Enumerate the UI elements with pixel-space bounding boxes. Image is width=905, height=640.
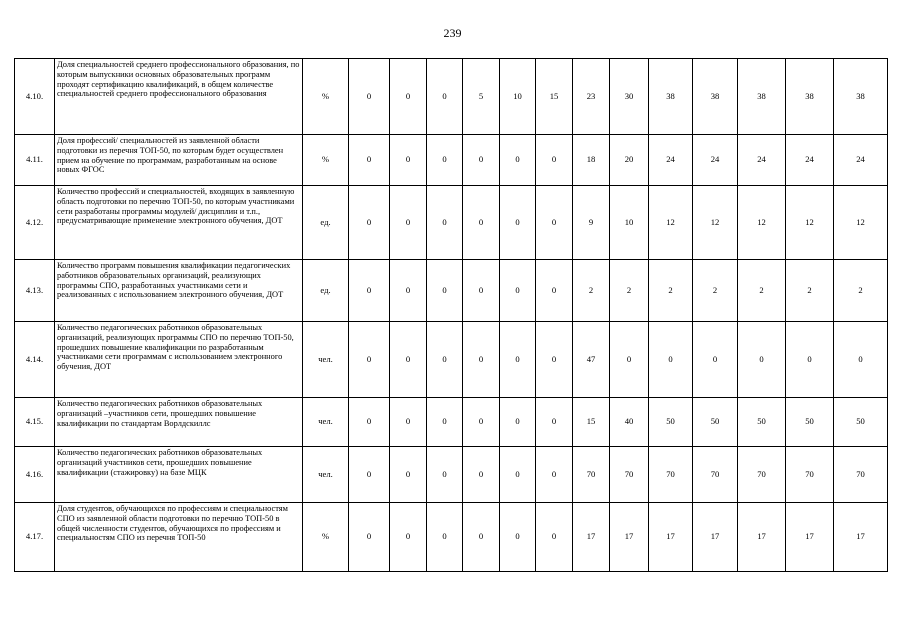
value-cell: 2 bbox=[834, 260, 888, 322]
value-cell: 0 bbox=[500, 260, 536, 322]
value-cell: 0 bbox=[390, 135, 427, 186]
value-cell: 0 bbox=[427, 260, 463, 322]
value-cell: 70 bbox=[738, 447, 786, 503]
table-row bbox=[15, 503, 888, 572]
value-cell: 12 bbox=[834, 186, 888, 260]
unit-cell: чел. bbox=[303, 398, 349, 447]
value-cell: 0 bbox=[610, 322, 649, 398]
row-number: 4.14. bbox=[15, 322, 55, 398]
value-cell: 20 bbox=[610, 135, 649, 186]
indicator-description: Доля специальностей среднего профессионального образования, по которым выпускники основных образовательных программ проходят сертификацию квалификаций, в общем количестве специальностей среднего профессионального образования bbox=[57, 60, 300, 99]
unit-cell: ед. bbox=[303, 186, 349, 260]
indicator-description: Количество программ повышения квалификации педагогических работников образовательных организаций, реализующих программы СПО, разработанных участниками сети и реализованных с использованием электронного обучения, ДОТ bbox=[57, 261, 291, 300]
unit-cell: чел. bbox=[303, 447, 349, 503]
value-cell: 24 bbox=[738, 135, 786, 186]
value-cell: 50 bbox=[693, 398, 738, 447]
value-cell: 0 bbox=[349, 59, 390, 135]
value-cell: 38 bbox=[649, 59, 693, 135]
value-cell: 0 bbox=[500, 322, 536, 398]
value-cell: 12 bbox=[649, 186, 693, 260]
value-cell: 12 bbox=[693, 186, 738, 260]
table-row bbox=[15, 135, 888, 186]
value-cell: 50 bbox=[738, 398, 786, 447]
unit-cell: чел. bbox=[303, 322, 349, 398]
value-cell: 0 bbox=[500, 398, 536, 447]
value-cell: 70 bbox=[573, 447, 610, 503]
value-cell: 17 bbox=[649, 503, 693, 572]
value-cell: 0 bbox=[427, 503, 463, 572]
value-cell: 24 bbox=[693, 135, 738, 186]
row-number: 4.12. bbox=[15, 186, 55, 260]
indicator-description: Количество педагогических работников образовательных организаций, реализующих программы СПО по перечню ТОП-50, прошедших повышение квалификации по разработанным участниками сети программам с использованием электронного обучения, ДОТ bbox=[57, 323, 294, 372]
value-cell: 0 bbox=[500, 447, 536, 503]
value-cell: 0 bbox=[536, 186, 573, 260]
value-cell: 0 bbox=[390, 260, 427, 322]
row-number: 4.11. bbox=[15, 135, 55, 186]
value-cell: 0 bbox=[427, 135, 463, 186]
row-number: 4.15. bbox=[15, 398, 55, 447]
value-cell: 9 bbox=[573, 186, 610, 260]
value-cell: 0 bbox=[427, 322, 463, 398]
value-cell: 15 bbox=[573, 398, 610, 447]
value-cell: 0 bbox=[390, 447, 427, 503]
value-cell: 0 bbox=[427, 186, 463, 260]
indicators-table bbox=[14, 58, 888, 572]
value-cell: 0 bbox=[693, 322, 738, 398]
indicator-description-cell bbox=[55, 398, 303, 447]
value-cell: 50 bbox=[649, 398, 693, 447]
value-cell: 47 bbox=[573, 322, 610, 398]
value-cell: 0 bbox=[390, 503, 427, 572]
value-cell: 0 bbox=[390, 59, 427, 135]
value-cell: 12 bbox=[738, 186, 786, 260]
indicator-description-cell bbox=[55, 135, 303, 186]
value-cell: 0 bbox=[536, 447, 573, 503]
value-cell: 0 bbox=[390, 398, 427, 447]
value-cell: 38 bbox=[834, 59, 888, 135]
value-cell: 0 bbox=[349, 398, 390, 447]
value-cell: 0 bbox=[738, 322, 786, 398]
row-number: 4.17. bbox=[15, 503, 55, 572]
value-cell: 2 bbox=[610, 260, 649, 322]
value-cell: 0 bbox=[390, 322, 427, 398]
value-cell: 2 bbox=[649, 260, 693, 322]
value-cell: 50 bbox=[834, 398, 888, 447]
value-cell: 0 bbox=[427, 447, 463, 503]
value-cell: 24 bbox=[786, 135, 834, 186]
value-cell: 0 bbox=[834, 322, 888, 398]
value-cell: 0 bbox=[427, 398, 463, 447]
indicator-description: Количество педагогических работников образовательных организаций участников сети, прошедших повышение квалификации (стажировку) на базе МЦК bbox=[57, 448, 263, 477]
indicator-description-cell bbox=[55, 59, 303, 135]
value-cell: 0 bbox=[349, 186, 390, 260]
value-cell: 0 bbox=[463, 503, 500, 572]
value-cell: 0 bbox=[463, 135, 500, 186]
value-cell: 38 bbox=[786, 59, 834, 135]
value-cell: 17 bbox=[610, 503, 649, 572]
value-cell: 70 bbox=[693, 447, 738, 503]
value-cell: 50 bbox=[786, 398, 834, 447]
value-cell: 0 bbox=[427, 59, 463, 135]
value-cell: 0 bbox=[463, 260, 500, 322]
value-cell: 0 bbox=[349, 322, 390, 398]
indicator-description: Количество профессий и специальностей, входящих в заявленную область подготовки по перечню ТОП-50, по которым участниками сети разработаны программы модулей/ дисциплин и т.п., предусматривающие применение электронного обучения, ДОТ bbox=[57, 187, 295, 226]
table-row bbox=[15, 322, 888, 398]
value-cell: 24 bbox=[649, 135, 693, 186]
value-cell: 70 bbox=[610, 447, 649, 503]
value-cell: 5 bbox=[463, 59, 500, 135]
value-cell: 0 bbox=[536, 135, 573, 186]
unit-cell: % bbox=[303, 59, 349, 135]
value-cell: 38 bbox=[693, 59, 738, 135]
value-cell: 2 bbox=[738, 260, 786, 322]
value-cell: 0 bbox=[500, 503, 536, 572]
unit-cell: ед. bbox=[303, 260, 349, 322]
row-number: 4.16. bbox=[15, 447, 55, 503]
value-cell: 0 bbox=[649, 322, 693, 398]
value-cell: 40 bbox=[610, 398, 649, 447]
value-cell: 0 bbox=[500, 186, 536, 260]
value-cell: 0 bbox=[349, 260, 390, 322]
value-cell: 0 bbox=[349, 447, 390, 503]
value-cell: 0 bbox=[349, 135, 390, 186]
table-row bbox=[15, 59, 888, 135]
value-cell: 2 bbox=[573, 260, 610, 322]
value-cell: 0 bbox=[463, 398, 500, 447]
row-number: 4.10. bbox=[15, 59, 55, 135]
value-cell: 17 bbox=[738, 503, 786, 572]
value-cell: 0 bbox=[390, 186, 427, 260]
value-cell: 0 bbox=[536, 398, 573, 447]
value-cell: 0 bbox=[536, 503, 573, 572]
value-cell: 2 bbox=[786, 260, 834, 322]
value-cell: 70 bbox=[649, 447, 693, 503]
value-cell: 0 bbox=[349, 503, 390, 572]
page-number: 239 bbox=[443, 26, 462, 40]
value-cell: 17 bbox=[693, 503, 738, 572]
indicator-description-cell bbox=[55, 447, 303, 503]
table-row bbox=[15, 260, 888, 322]
value-cell: 0 bbox=[463, 186, 500, 260]
value-cell: 18 bbox=[573, 135, 610, 186]
value-cell: 10 bbox=[500, 59, 536, 135]
indicator-description: Доля профессий/ специальностей из заявленной области подготовки из перечня ТОП-50, по которым будет осуществлен прием на обучение по программам, разработанным на основе новых ФГОС bbox=[57, 136, 284, 175]
row-number: 4.13. bbox=[15, 260, 55, 322]
value-cell: 17 bbox=[786, 503, 834, 572]
table-row bbox=[15, 447, 888, 503]
value-cell: 2 bbox=[693, 260, 738, 322]
value-cell: 0 bbox=[786, 322, 834, 398]
value-cell: 17 bbox=[834, 503, 888, 572]
table-row bbox=[15, 398, 888, 447]
indicator-description: Доля студентов, обучающихся по профессиям и специальностям СПО из заявленной области подготовки по перечню ТОП-50 в общей численности студентов, обучающихся по профессиям и специальностям СПО из перечня ТОП-50 bbox=[57, 504, 288, 543]
value-cell: 70 bbox=[834, 447, 888, 503]
value-cell: 0 bbox=[536, 322, 573, 398]
value-cell: 0 bbox=[463, 322, 500, 398]
value-cell: 0 bbox=[500, 135, 536, 186]
value-cell: 12 bbox=[786, 186, 834, 260]
value-cell: 38 bbox=[738, 59, 786, 135]
value-cell: 10 bbox=[610, 186, 649, 260]
indicator-description-cell bbox=[55, 260, 303, 322]
table-row bbox=[15, 186, 888, 260]
value-cell: 17 bbox=[573, 503, 610, 572]
indicator-description-cell bbox=[55, 322, 303, 398]
value-cell: 0 bbox=[463, 447, 500, 503]
value-cell: 23 bbox=[573, 59, 610, 135]
value-cell: 30 bbox=[610, 59, 649, 135]
indicator-description-cell bbox=[55, 503, 303, 572]
value-cell: 0 bbox=[536, 260, 573, 322]
unit-cell: % bbox=[303, 135, 349, 186]
value-cell: 24 bbox=[834, 135, 888, 186]
unit-cell: % bbox=[303, 503, 349, 572]
value-cell: 15 bbox=[536, 59, 573, 135]
value-cell: 70 bbox=[786, 447, 834, 503]
indicator-description-cell bbox=[55, 186, 303, 260]
indicator-description: Количество педагогических работников образовательных организаций –участников сети, прошедших повышение квалификации по стандартам Ворлдскиллс bbox=[57, 399, 263, 428]
